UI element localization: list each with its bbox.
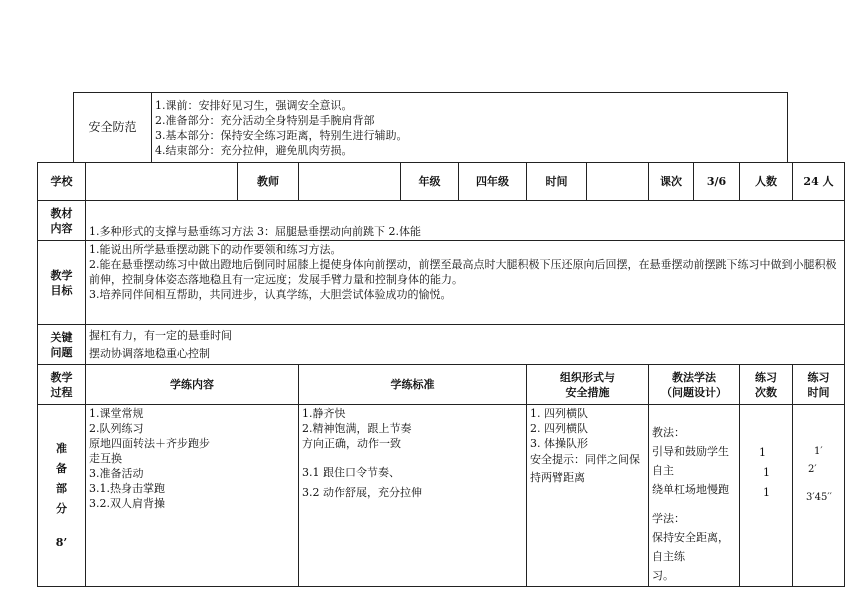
prep-standard-line: 方向正确，动作一致 — [302, 437, 401, 450]
method-header-line: 教法学法 — [672, 370, 716, 384]
goals-label — [38, 241, 86, 325]
info-row — [38, 163, 845, 201]
safety-label: 安全防范 — [74, 93, 152, 163]
prep-row — [38, 405, 845, 587]
key-label-line: 问题 — [50, 345, 73, 359]
people-value: 24 人 — [793, 163, 845, 201]
key-label — [38, 325, 86, 365]
people-label: 人数 — [740, 163, 793, 201]
prep-method-line: 引导和鼓励学生自主 — [652, 445, 729, 477]
safety-line: 1.课前：安排好见习生，强调安全意识。 — [155, 98, 353, 112]
prep-standard-line: 2.精神饱满，跟上节奏 — [302, 422, 412, 435]
org-header-line: 安全措施 — [565, 385, 610, 399]
prep-label-char: 分 — [56, 501, 67, 515]
prep-content-line: 走互换 — [89, 452, 122, 465]
prep-method-line: 学法： — [652, 512, 685, 525]
count-header-line: 练习 — [755, 370, 777, 384]
school-label: 学校 — [38, 163, 86, 201]
prep-content-line: 3.准备活动 — [89, 467, 144, 480]
teacher-label: 教师 — [238, 163, 299, 201]
time-header-line: 练习 — [807, 370, 830, 384]
prep-org-line: 安全提示：同伴之间保 — [530, 453, 640, 466]
method-header-line: （问题设计） — [661, 385, 727, 399]
goal-line: 3.培养同伴间相互帮助，共同进步，认真学练，大胆尝试体验成功的愉悦。 — [89, 288, 452, 301]
prep-standard-line: 3.2 动作舒展，充分拉伸 — [302, 486, 422, 499]
process-header-row — [38, 365, 845, 405]
prep-method — [649, 405, 740, 587]
key-label-line: 关键 — [50, 330, 73, 344]
prep-content — [86, 405, 299, 587]
prep-time: 3′45′′ — [806, 492, 832, 503]
goals-label-line: 教学 — [50, 268, 73, 282]
org-header — [527, 365, 649, 405]
time-header-line: 时间 — [807, 385, 830, 399]
prep-counts — [740, 405, 793, 587]
count-header-line: 次数 — [755, 385, 777, 399]
safety-line: 3.基本部分：保持安全练习距离，特别生进行辅助。 — [155, 128, 408, 142]
lesson-plan-table — [37, 162, 845, 587]
standard-header: 学练标准 — [299, 365, 527, 405]
prep-content-line: 原地四面转法＋齐步跑步 — [89, 437, 210, 450]
goals-text — [86, 241, 845, 325]
method-header — [649, 365, 740, 405]
process-header-line: 教学 — [50, 370, 73, 384]
prep-org-line: 2. 四列横队 — [530, 422, 588, 435]
prep-times — [793, 405, 845, 587]
prep-method-line: 绕单杠场地慢跑 — [652, 483, 729, 496]
prep-standard-line: 1.静齐快 — [302, 407, 346, 420]
prep-org — [527, 405, 649, 587]
time-label: 时间 — [527, 163, 587, 201]
safety-line: 4.结束部分：充分拉伸，避免肌肉劳损。 — [155, 143, 353, 157]
grade-value: 四年级 — [459, 163, 527, 201]
prep-label — [38, 405, 86, 587]
prep-method-line: 保持安全距离，自主练 — [652, 531, 729, 563]
lesson-value: 3/6 — [694, 163, 740, 201]
goals-row — [38, 241, 845, 325]
prep-method-line: 习。 — [652, 569, 674, 582]
prep-label-char: 部 — [56, 481, 67, 495]
prep-org-line: 3. 体操队形 — [530, 437, 588, 450]
prep-method-line: 教法： — [652, 426, 685, 439]
content-row — [38, 201, 845, 241]
key-line: 摆动协调落地稳重心控制 — [89, 346, 210, 360]
lesson-label: 课次 — [649, 163, 694, 201]
content-header: 学练内容 — [86, 365, 299, 405]
content-label — [38, 201, 86, 241]
prep-count: 1 — [759, 446, 766, 459]
prep-standard — [299, 405, 527, 587]
safety-lines — [152, 93, 788, 163]
prep-content-line: 3.2.双人肩背操 — [89, 497, 165, 510]
goals-label-line: 目标 — [50, 283, 73, 297]
process-header — [38, 365, 86, 405]
prep-label-char: 准 — [56, 441, 67, 455]
key-line: 握杠有力，有一定的悬垂时间 — [89, 328, 232, 342]
org-header-line: 组织形式与 — [560, 370, 615, 384]
prep-standard-line: 3.1 跟住口令节奏、 — [302, 466, 400, 479]
goal-line: 1.能说出所学悬垂摆动跳下的动作要领和练习方法。 — [89, 243, 342, 256]
prep-time: 2′ — [808, 464, 817, 475]
prep-content-line: 3.1.热身击掌跑 — [89, 482, 165, 495]
process-header-line: 过程 — [50, 385, 73, 399]
teacher-value — [299, 163, 401, 201]
prep-time: 1′ — [814, 446, 823, 457]
safety-line: 2.准备部分：充分活动全身特别是手腕肩背部 — [155, 113, 375, 127]
goal-line: 2.能在悬垂摆动练习中做出蹬地后倒同时屈膝上提使身体向前摆动，前摆至最高点时大腿积极下压还原向后回摆，在悬垂摆动前摆跳下练习中做到小腿积极前伸，控制身体姿态落地稳且有一定远度；发展手臂力量和控制身体的能力。 — [89, 258, 837, 286]
content-label-line: 内容 — [50, 221, 73, 235]
content-text: 1.多种形式的支撑与悬垂练习方法 3：屈腿悬垂摆动向前跳下 2.体能 — [86, 201, 845, 241]
safety-table — [73, 92, 788, 163]
prep-content-line: 2.队列练习 — [89, 422, 144, 435]
grade-label: 年级 — [401, 163, 459, 201]
school-value — [86, 163, 238, 201]
prep-duration: 8’ — [55, 535, 68, 549]
prep-count: 1 — [763, 466, 770, 479]
key-row — [38, 325, 845, 365]
count-header — [740, 365, 793, 405]
content-label-line: 教材 — [50, 206, 73, 220]
prep-label-char: 备 — [56, 461, 67, 475]
prep-org-line: 1. 四列横队 — [530, 407, 588, 420]
time-value — [587, 163, 649, 201]
prep-count: 1 — [763, 486, 770, 499]
time-header — [793, 365, 845, 405]
prep-org-line: 持两臂距离 — [530, 471, 585, 484]
key-text — [86, 325, 845, 365]
prep-content-line: 1.课堂常规 — [89, 407, 144, 420]
